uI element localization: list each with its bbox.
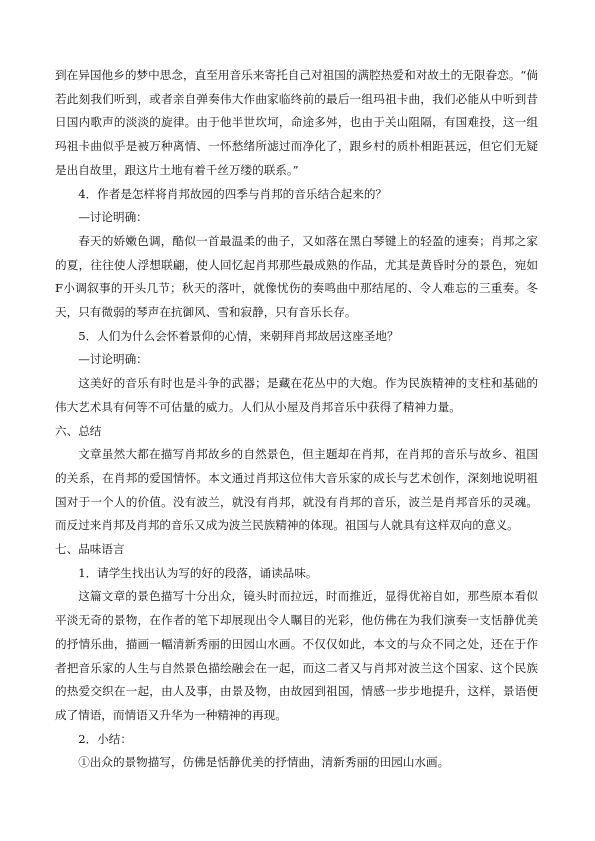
conclusion-point-1: ①出众的景物描写，仿佛是恬静优美的抒情曲，清新秀丽的田园山水画。 — [78, 755, 450, 770]
language-analysis-paragraph: 这篇文章的景色描写十分出众，镜头时而拉远，时而推近，显得优裕自如，那些原本看似平淡无奇的景物，在作者的笔下却展现出令人瞩目的光彩，他仿佛在为我们演奏一支恬静优美的抒情乐曲，描画一幅清新秀丽的田园山水画。不仅仅如此，本文的与众不同之处，还在于作者把音乐家的人生与自然景色描绘融会在一起，而这二者又与肖邦对波兰这个国家、这个民族的热爱交织在一起，由人及事，由景及物，由故园到祖国，情感一步步地提升，这样，景语便成了情语，而情语又升华为一种精神的再现。 — [55, 589, 538, 722]
answer-5-paragraph: 这美好的音乐有时也是斗争的武器；是藏在花丛中的大炮。作为民族精神的支柱和基础的伟大艺术具有何等不可估量的威力。人们从小屋及肖邦音乐中获得了精神力量。 — [55, 376, 538, 414]
discussion-label: —讨论明确： — [78, 210, 148, 225]
document-body — [55, 64, 538, 775]
question-5: 5．人们为什么会怀着景仰的心情，来朝拜肖邦故居这座圣地？ — [78, 328, 399, 343]
question-4: 4．作者是怎样将肖邦故园的四季与肖邦的音乐结合起来的？ — [78, 186, 388, 201]
summary-paragraph: 文章虽然大都在描写肖邦故乡的自然景色，但主题却在肖邦，在肖邦的音乐与故乡、祖国的关系，在肖邦的爱国情怀。本文通过肖邦这位伟大音乐家的成长与艺术创作，深刻地说明祖国对于一个人的价值。没有波兰，就没有肖邦，就没有肖邦的音乐，波兰是肖邦音乐的灵魂。而反过来肖邦及肖邦的音乐又成为波兰民族精神的体现。祖国与人就具有这样双向的意义。 — [55, 447, 538, 533]
section-heading-summary: 六、总结 — [55, 423, 102, 438]
answer-4-paragraph: 春天的娇嫩色调，酷似一首最温柔的曲子，又如落在黑白琴键上的轻盈的速奏；肖邦之家的夏，往往使人浮想联翩，使人回忆起肖邦那些最成熟的作品，尤其是黄昏时分的景色，宛如F小调叙事的开头几节；秋天的落叶，就像忧伤的奏鸣曲中那结尾的、令人难忘的三重奏。冬天，只有微弱的琴声在抗御风、雪和寂静，只有音乐长存。 — [55, 233, 538, 320]
section-heading-language: 七、品味语言 — [55, 542, 125, 557]
task-1: 1．请学生找出认为写的好的段落，诵读品味。 — [78, 565, 318, 580]
paragraph-intro-quote: 到在异国他乡的梦中思念，直至用音乐来寄托自己对祖国的满腔热爱和对故土的无限眷恋。“倘若此刻我们听到，或者亲自弹奏伟大作曲家临终前的最后一组玛祖卡曲，我们必能从中听到昔日国内歌声的淡淡的旋律。由于他半世坎坷，命途多舛，也由于关山阻隔，有国难投，这一组玛祖卡曲似乎是被万种离情、一怀愁绪所滤过而净化了，跟乡村的质朴相距甚远，但它们无疑是出自故里，跟这片土地有着千丝万缕的联系。” — [55, 68, 538, 177]
subsection-conclusion: 2．小结： — [78, 731, 132, 746]
discussion-label: —讨论明确： — [78, 352, 148, 367]
